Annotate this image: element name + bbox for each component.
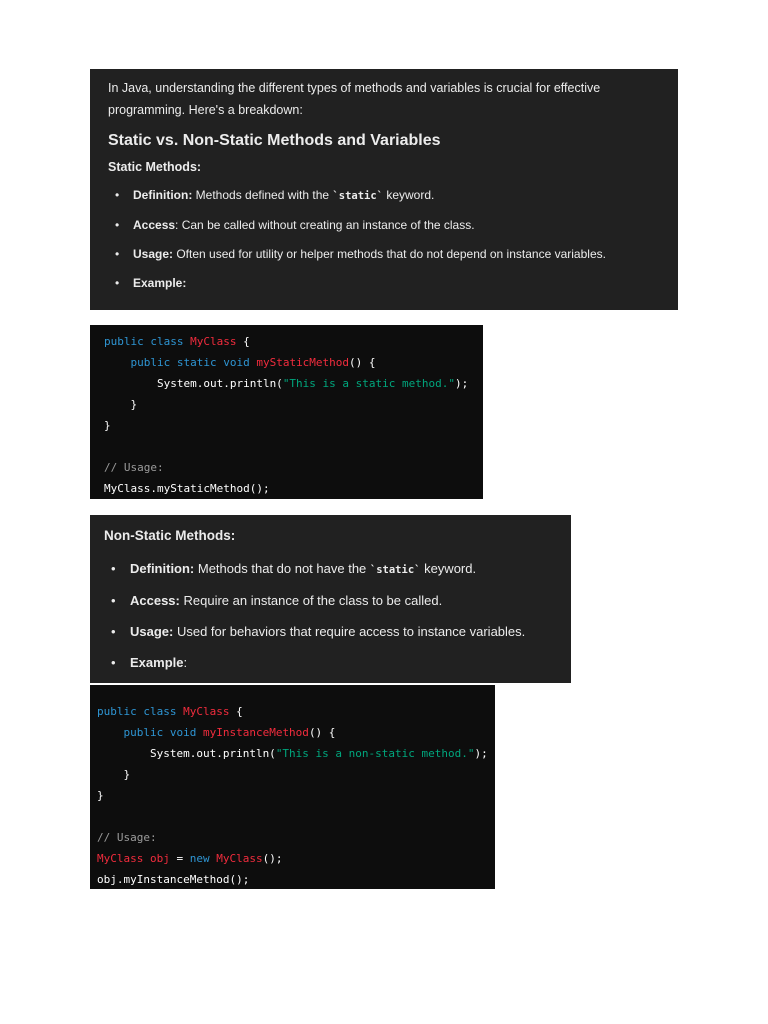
code-comment: // Usage: xyxy=(104,461,164,474)
item-label: Access xyxy=(133,218,176,232)
code-text: = xyxy=(169,852,190,865)
code-text: System.out.println( xyxy=(97,747,276,760)
list-item xyxy=(104,653,557,673)
bullet-icon: • xyxy=(111,655,116,670)
code-text: } xyxy=(104,419,111,432)
list-item xyxy=(104,591,557,611)
static-methods-list xyxy=(108,186,660,292)
code-keyword: public class xyxy=(97,705,184,718)
item-text: : xyxy=(183,655,188,670)
code-text: obj.myInstanceMethod(); xyxy=(97,873,250,886)
code-class-name: MyClass xyxy=(183,705,230,718)
static-methods-subheading: Static Methods: xyxy=(108,160,202,174)
code-text: } xyxy=(97,789,104,802)
item-label: Access: xyxy=(130,593,180,608)
item-text-end: keyword. xyxy=(383,188,435,202)
non-static-methods-list xyxy=(104,559,557,673)
list-item xyxy=(108,186,660,205)
code-comment: // Usage: xyxy=(97,831,157,844)
item-label: Usage: xyxy=(130,624,174,639)
code-text: () { xyxy=(349,356,376,369)
item-text: Used for behaviors that require access to instance variables. xyxy=(173,624,526,639)
code-string: "This is a non-static method." xyxy=(275,747,475,760)
bullet-icon: • xyxy=(115,247,120,261)
code-keyword: public void xyxy=(97,726,203,739)
code-text: { xyxy=(236,335,250,348)
item-label: Example xyxy=(130,655,184,670)
list-item xyxy=(108,245,660,263)
code-text: { xyxy=(229,705,243,718)
code-keyword: new xyxy=(189,852,217,865)
bullet-icon: • xyxy=(115,276,120,290)
code-text: ); xyxy=(455,377,469,390)
item-label: Definition: xyxy=(133,188,193,202)
code-method-name: myInstanceMethod xyxy=(202,726,309,739)
item-label: Definition: xyxy=(130,561,195,576)
code-class-name: MyClass obj xyxy=(97,852,170,865)
code-text: (); xyxy=(262,852,283,865)
bullet-icon: • xyxy=(111,624,116,639)
item-text: Methods defined with the xyxy=(192,188,333,202)
code-text: } xyxy=(104,398,138,411)
code-listing xyxy=(90,325,483,499)
code-class-name: MyClass xyxy=(190,335,237,348)
code-listing xyxy=(90,685,495,890)
code-class-name: MyClass xyxy=(216,852,263,865)
item-text: : Can be called without creating an instance of the class. xyxy=(175,218,475,232)
item-text: Often used for utility or helper methods that do not depend on instance variables. xyxy=(173,247,606,261)
item-label: Example: xyxy=(133,276,187,290)
non-static-code-block xyxy=(90,685,495,889)
non-static-methods-subheading: Non-Static Methods: xyxy=(104,528,236,543)
bullet-icon: • xyxy=(115,218,120,232)
list-item xyxy=(108,216,660,234)
code-text: } xyxy=(97,768,131,781)
bullet-icon: • xyxy=(111,593,116,608)
list-item xyxy=(108,274,660,292)
intro-paragraph: In Java, understanding the different types of methods and variables is crucial for effective programming. Here's a breakdown: xyxy=(108,81,601,117)
inline-code: `static` xyxy=(369,564,421,576)
code-text: System.out.println( xyxy=(104,377,283,390)
list-item xyxy=(104,622,557,642)
code-text: () { xyxy=(308,726,336,739)
code-text: ); xyxy=(474,747,488,760)
code-string: "This is a static method." xyxy=(282,377,455,390)
bullet-icon: • xyxy=(115,188,120,202)
section-heading: Static vs. Non-Static Methods and Variables xyxy=(108,132,441,149)
non-static-methods-panel xyxy=(90,515,571,683)
item-text-end: keyword. xyxy=(420,561,477,576)
item-text: Methods that do not have the xyxy=(194,561,370,576)
code-keyword: public class xyxy=(104,335,191,348)
inline-code: `static` xyxy=(332,190,383,202)
static-code-block xyxy=(90,325,483,499)
item-label: Usage: xyxy=(133,247,174,261)
list-item xyxy=(104,559,557,580)
code-text: MyClass.myStaticMethod(); xyxy=(104,482,270,495)
code-keyword: public static void xyxy=(104,356,257,369)
static-methods-panel xyxy=(90,69,678,310)
code-method-name: myStaticMethod xyxy=(256,356,350,369)
item-text: Require an instance of the class to be called. xyxy=(179,593,443,608)
bullet-icon: • xyxy=(111,561,116,576)
